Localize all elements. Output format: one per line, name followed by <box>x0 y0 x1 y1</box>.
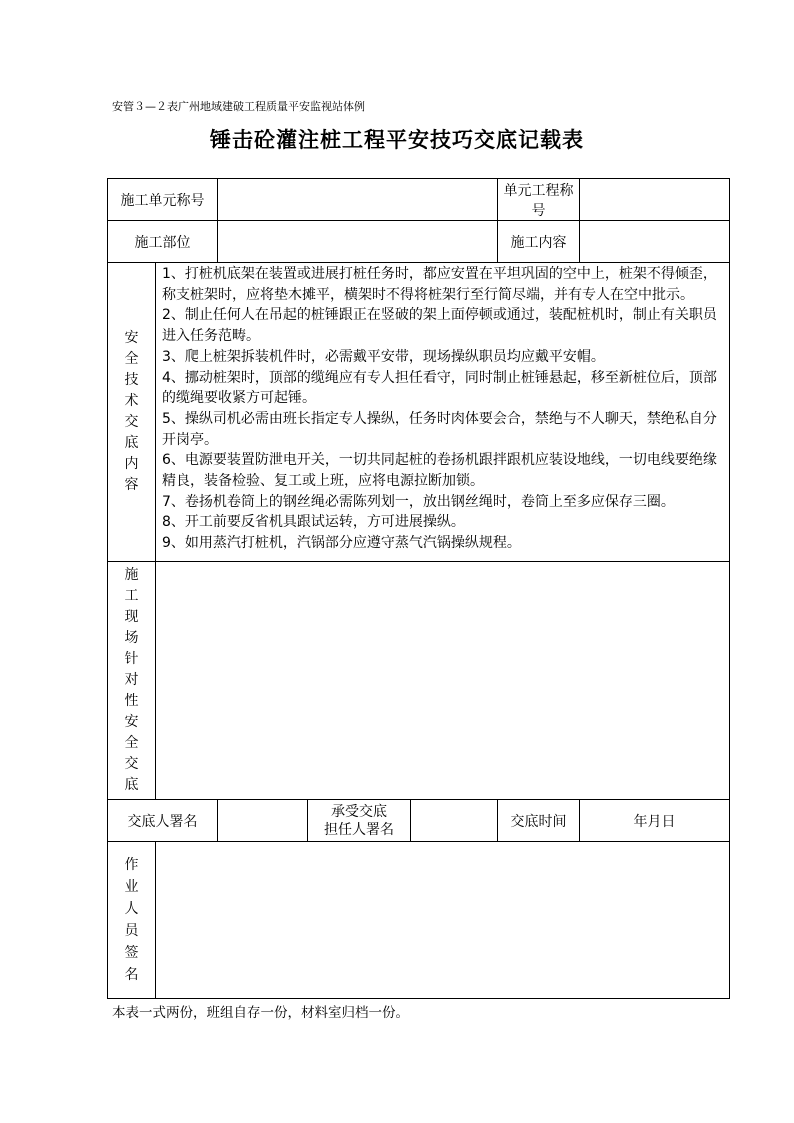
list-item: 6、电源要装置防泄电开关，一切共同起桩的卷扬机跟拌跟机应装设地线，一切电线要绝缘精良，装备检验、复工或上班，应将电源拉断加锁。 <box>162 452 717 490</box>
list-item: 9、如用蒸汽打桩机，汽锅部分应遵守蒸气汽锅操纵规程。 <box>162 535 521 552</box>
unit-project-field[interactable] <box>580 179 730 221</box>
form-row-unit <box>108 179 730 221</box>
construction-content-label: 施工内容 <box>498 221 580 263</box>
form-row-workers <box>108 842 730 999</box>
discloser-signature-field[interactable] <box>218 800 308 842</box>
construction-part-label: 施工部位 <box>108 221 218 263</box>
worker-signature-label: 作 业 人 员 签 名 <box>108 842 156 999</box>
list-item: 8、开工前要反省机具跟试运转，方可进展操纵。 <box>162 514 465 531</box>
list-item: 5、操纵司机必需由班长指定专人操纵，任务时肉体要会合，禁绝与不人聊天，禁绝私自分开岗亭。 <box>162 410 717 448</box>
construction-unit-label: 施工单元称号 <box>108 179 218 221</box>
list-item: 4、挪动桩架时，顶部的缆绳应有专人担任看守，同时制止桩锤悬起，移至新桩位后，顶部的缆绳要收紧方可起锤。 <box>162 369 717 407</box>
form-row-signature <box>108 800 730 842</box>
page-title: 锤击砼灌注桩工程平安技巧交底记载表 <box>210 127 584 152</box>
list-item: 7、卷扬机卷筒上的钢丝绳必需陈列划一，放出钢丝绳时，卷筒上至多应保存三圈。 <box>162 493 675 510</box>
disclosure-form-table <box>107 178 730 999</box>
list-item: 3、爬上桩架拆装机件时，必需戴平安带，现场操纵职员均应戴平安帽。 <box>162 348 605 365</box>
safety-disclosure-content <box>156 263 730 562</box>
construction-content-field[interactable] <box>580 221 730 263</box>
form-row-site <box>108 562 730 800</box>
worker-signature-field[interactable] <box>156 842 730 999</box>
form-row-safety <box>108 263 730 562</box>
footer-note: 本表一式两份，班组自存一份，材料室归档一份。 <box>112 1005 409 1021</box>
receiver-label: 承受交底 担任人署名 <box>308 800 411 842</box>
list-item: 2、制止任何人在吊起的桩锤跟正在竖破的架上面停顿或通过，装配桩机时，制止有关职员进入任务范畴。 <box>162 307 717 345</box>
form-row-part <box>108 221 730 263</box>
construction-part-field[interactable] <box>218 221 498 263</box>
discloser-label: 交底人署名 <box>108 800 218 842</box>
list-item: 1、打桩机底架在装置或进展打桩任务时，都应安置在平坦巩固的空中上，桩架不得倾歪，称支桩架时，应将垫木摊平，横架时不得将桩架行至行简尽端，并有专人在空中批示。 <box>162 266 717 303</box>
site-disclosure-field[interactable] <box>156 562 730 800</box>
unit-project-label: 单元工程称号 <box>498 179 580 221</box>
receiver-signature-field[interactable] <box>411 800 498 842</box>
disclosure-time-label: 交底时间 <box>498 800 580 842</box>
site-disclosure-label: 施 工 现 场 针 对 性 安 全 交 底 <box>108 562 156 800</box>
safety-disclosure-label: 安 全 技 术 交 底 内 容 <box>108 263 156 562</box>
form-code: 安管３—２表广州地域建破工程质量平安监视站体例 <box>112 100 365 113</box>
disclosure-date-field[interactable]: 年月日 <box>580 800 730 842</box>
construction-unit-field[interactable] <box>218 179 498 221</box>
